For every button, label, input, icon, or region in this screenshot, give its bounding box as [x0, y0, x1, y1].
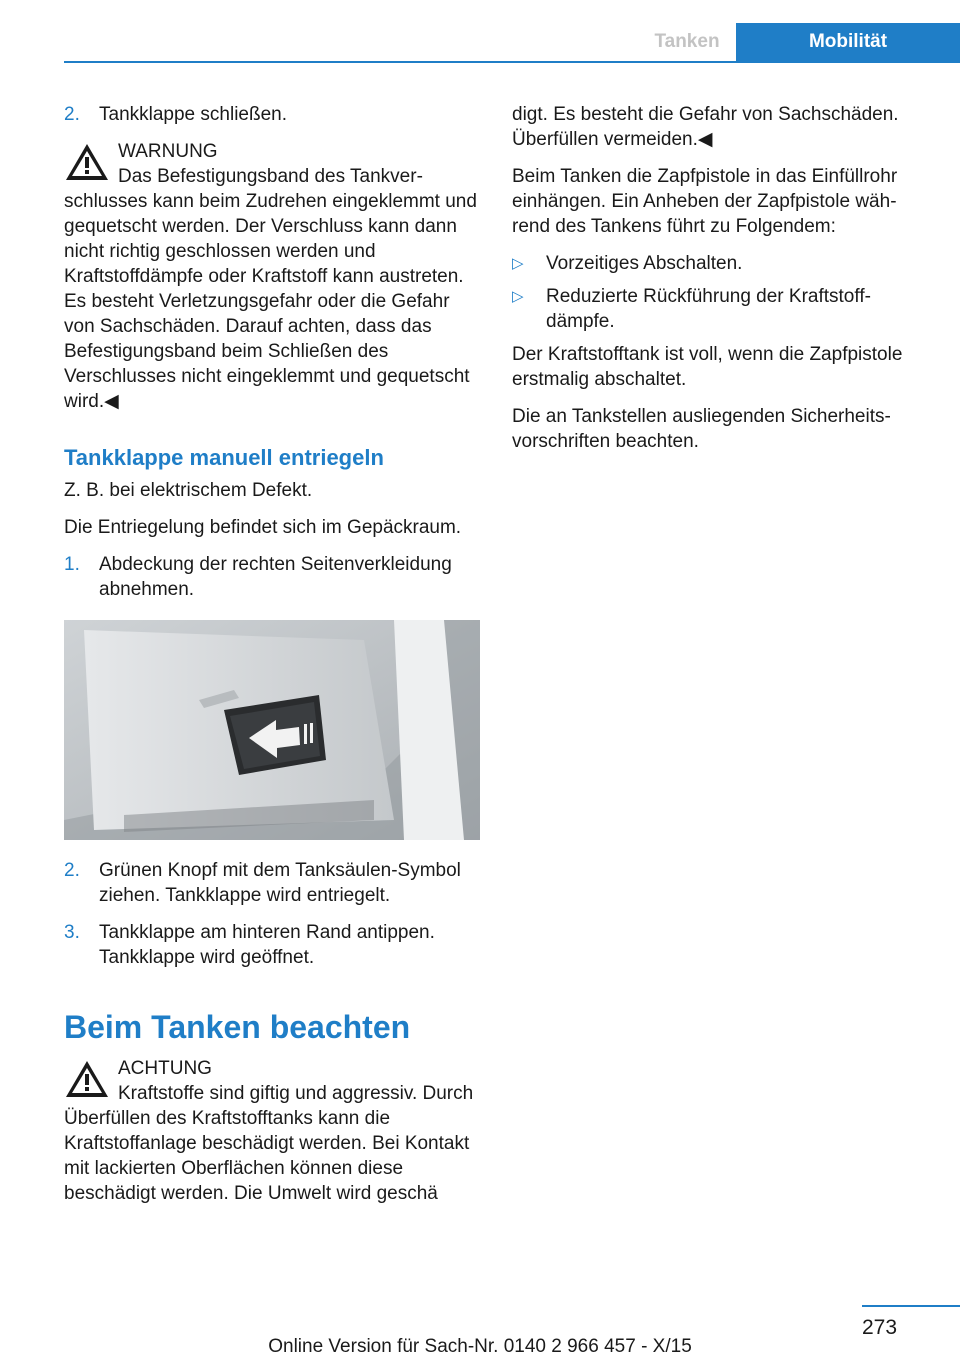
section-heading: Tankklappe manuell entriegeln — [64, 445, 384, 470]
step-text: Tankklappe am hinteren Rand antippen. Tankklappe wird geöffnet. — [99, 922, 435, 968]
paragraph: Beim Tanken die Zapfpistole in das Einfüllrohr einhängen. Ein Anheben der Zapfpistole während des Tankens führt zu Folgendem: — [512, 166, 898, 237]
left-column — [64, 102, 480, 1218]
trunk-release-photo — [64, 620, 480, 840]
list-item-text: Reduzierte Rückführung der Kraftstoffdämpfe. — [546, 286, 871, 332]
caution-text: Kraftstoffe sind giftig und aggressiv. Durch Überfüllen des Kraftstofftanks kann die Kraftstoffanlage beschädigt werden. Bei Kontakt mit lackierten Oberflächen können diese beschädigt werden. Die Umwelt wird geschä — [64, 1083, 474, 1204]
warning-triangle-icon — [64, 141, 110, 183]
chapter-heading: Beim Tanken beachten — [64, 1009, 411, 1045]
warning-box — [64, 139, 480, 414]
step-text: Abdeckung der rechten Seitenverkleidung abnehmen. — [99, 554, 452, 600]
list-item-text: Vorzeitiges Abschalten. — [546, 253, 743, 274]
footer-divider — [862, 1305, 960, 1307]
paragraph: digt. Es besteht die Gefahr von Sachschäden. Überfüllen vermeiden.◀ — [512, 104, 899, 150]
step-number: 1. — [64, 554, 80, 575]
header-tabs — [638, 23, 960, 61]
step-number: 2. — [64, 104, 80, 125]
step-number: 2. — [64, 860, 80, 881]
online-version-text: Online Version für Sach-Nr. 0140 2 966 457 - X/15 — [268, 1336, 692, 1357]
warning-text: Das Befestigungsband des Tankverschlusses kann beim Zudrehen eingeklemmt und gequetscht werden. Der Verschluss kann dann nicht richtig geschlossen werden und Kraftstoffdämpfe oder Kraftstoff kann austreten. Es besteht Verletzungsgefahr oder die Gefahr von Sachschäden. Darauf achten, dass das Befestigungsband beim Schließen des Verschlusses nicht eingeklemmt und gequetscht wird.◀ — [64, 166, 477, 412]
step-text: Tankklappe schließen. — [99, 104, 287, 125]
caution-box — [64, 1056, 480, 1206]
tab-tanken[interactable]: Tanken — [654, 31, 720, 52]
triangle-bullet-icon: ▷ — [512, 255, 524, 272]
page-number: 273 — [862, 1316, 898, 1339]
step-text: Grünen Knopf mit dem Tanksäulen-Symbol ziehen. Tankklappe wird entriegelt. — [99, 860, 461, 906]
paragraph: Z. B. bei elektrischem Defekt. — [64, 480, 313, 501]
step-close-flap — [64, 102, 480, 127]
tab-mobilitaet[interactable]: Mobilität — [736, 23, 960, 61]
step-number: 3. — [64, 922, 80, 943]
warning-title: WARNUNG — [118, 141, 218, 162]
header-divider — [64, 61, 960, 63]
step-item — [64, 552, 480, 602]
paragraph: Der Kraftstofftank ist voll, wenn die Zapfpistole erstmalig abschaltet. — [512, 344, 903, 390]
step-item — [64, 920, 480, 970]
paragraph: Die Entriegelung befindet sich im Gepäckraum. — [64, 517, 462, 538]
caution-title: ACHTUNG — [118, 1058, 212, 1079]
triangle-bullet-icon: ▷ — [512, 288, 524, 305]
right-column — [512, 102, 928, 466]
step-item — [64, 858, 480, 908]
paragraph: Die an Tankstellen ausliegenden Sicherheitsvorschriften beachten. — [512, 406, 891, 452]
list-item — [512, 284, 928, 334]
list-item — [512, 251, 928, 276]
warning-triangle-icon — [64, 1058, 110, 1100]
